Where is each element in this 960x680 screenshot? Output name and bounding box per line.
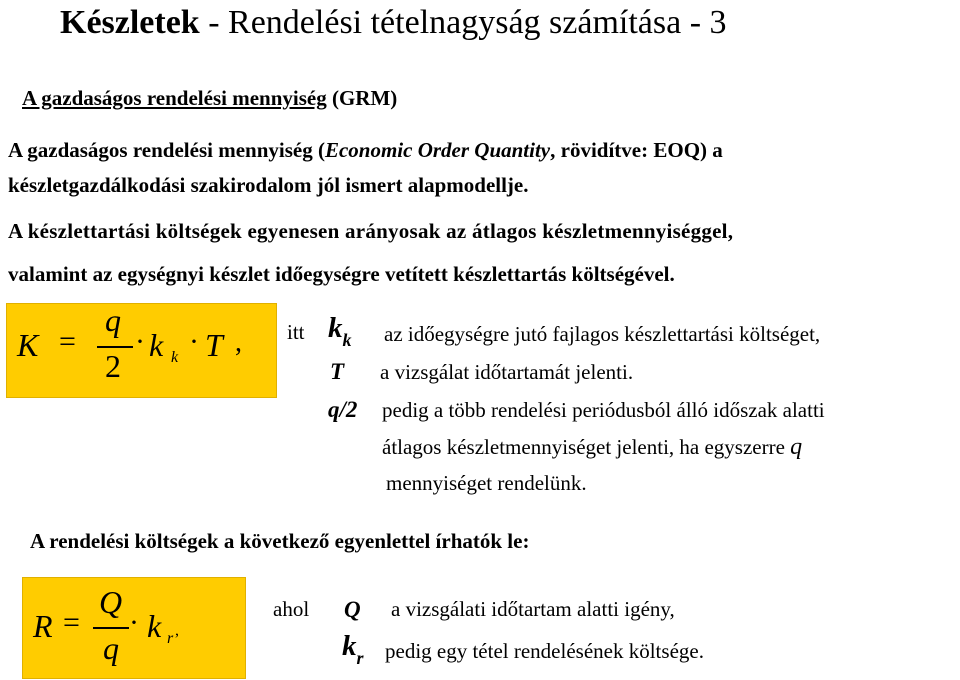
para2-line1: A készlettartási költségek egyenesen arányosak az átlagos készletmennyiséggel,	[8, 219, 734, 243]
formula1-k: k	[149, 327, 164, 363]
defs1-q2-text2	[382, 434, 802, 461]
defs1-itt: itt	[287, 320, 305, 344]
defs2-Q-text: a vizsgálati időtartam alatti igény,	[391, 597, 675, 621]
title-bold: Készletek	[60, 4, 200, 41]
formula1-denominator: 2	[105, 348, 121, 384]
defs2-kr-sub: r	[356, 648, 364, 668]
title-rest: - Rendelési tételnagyság számítása - 3	[199, 4, 727, 41]
formula2-dot: ·	[129, 606, 139, 639]
formula2-k: k	[147, 608, 162, 644]
section-subtitle	[22, 86, 397, 111]
para3: A rendelési költségek a következő egyenlettel írhatók le:	[30, 529, 530, 553]
formula1-k-sub: k	[171, 349, 179, 366]
defs1-kk-letter: k	[328, 312, 343, 344]
para2-line2: valamint az egységnyi készlet időegységre vetített készlettartás költségével.	[8, 262, 675, 286]
defs1-kk-sub: k	[342, 330, 352, 350]
defs2-Q-symbol: Q	[344, 597, 361, 622]
subtitle-underlined: A gazdaságos rendelési mennyiség	[22, 86, 327, 110]
para1-text-b: , rövidítve: EOQ) a	[550, 138, 723, 162]
defs1-kk-text: az időegységre jutó fajlagos készlettartási költséget,	[384, 322, 821, 346]
formula2-comma: ,	[175, 622, 179, 639]
defs2-ahol: ahol	[273, 597, 310, 621]
ordering-cost-formula	[22, 577, 246, 679]
defs2-kr-text: pedig egy tétel rendelésének költsége.	[385, 639, 704, 663]
formula2-k-sub: r	[167, 630, 174, 647]
page-title	[60, 4, 727, 42]
formula1-eq: =	[59, 325, 76, 358]
formula2-lhs: R	[33, 608, 53, 644]
para1-line2: készletgazdálkodási szakirodalom jól ismert alapmodellje.	[8, 173, 529, 197]
formula1-lhs: K	[17, 327, 39, 363]
defs1-q2-text1: pedig a több rendelési periódusból álló időszak alatti	[382, 398, 825, 422]
formula1-T: T	[205, 327, 223, 363]
formula2-numerator: Q	[99, 584, 123, 620]
para1-italic: Economic Order Quantity	[324, 138, 551, 162]
formula2-fraction-bar	[93, 627, 129, 629]
defs2-kr-letter: k	[342, 630, 357, 662]
para1-line1	[8, 138, 723, 163]
formula1-dot1: ·	[135, 325, 145, 358]
formula2-denominator: q	[103, 630, 119, 666]
subtitle-rest: (GRM)	[326, 86, 398, 110]
para1-text-a: A gazdaságos rendelési mennyiség (	[8, 138, 325, 162]
defs1-T-symbol: T	[330, 359, 345, 384]
formula2-eq: =	[63, 606, 80, 639]
defs1-T-text: a vizsgálat időtartamát jelenti.	[380, 360, 634, 384]
defs2-kr-symbol	[342, 630, 364, 668]
holding-cost-formula	[6, 303, 277, 398]
defs1-q2-text2-q: q	[790, 434, 803, 460]
defs1-q2-symbol: q/2	[328, 397, 358, 422]
defs1-kk-symbol	[328, 312, 352, 350]
formula1-comma: ,	[235, 327, 242, 358]
defs1-q2-text2-a: átlagos készletmennyiséget jelenti, ha egyszerre	[382, 435, 791, 459]
formula1-dot2: ·	[189, 325, 199, 358]
defs1-q2-text3: mennyiséget rendelünk.	[386, 471, 587, 495]
formula1-numerator: q	[105, 302, 121, 338]
